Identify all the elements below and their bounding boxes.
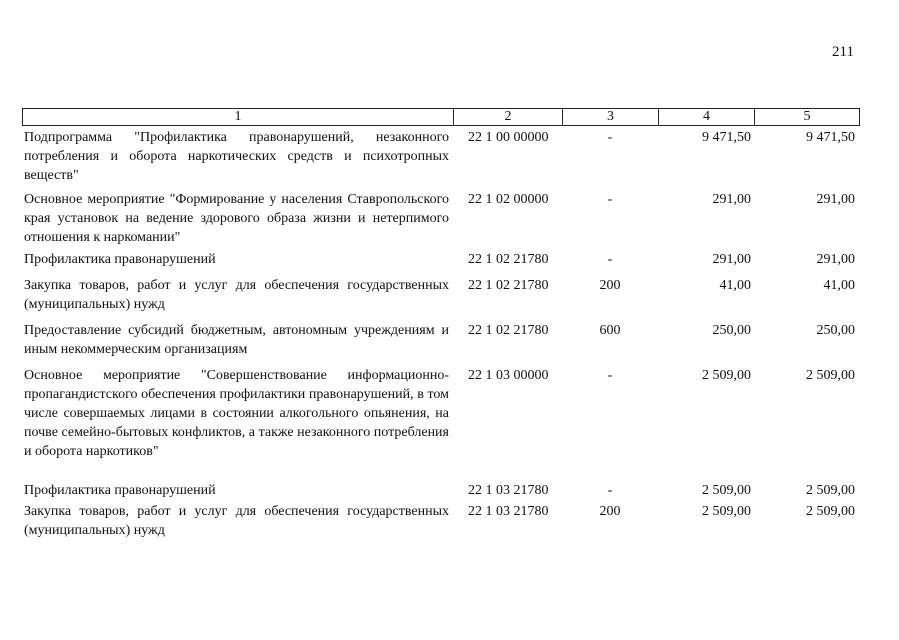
row-sum-2: 2 509,00 [806,368,855,383]
row-sum-2: 250,00 [816,323,855,338]
row-sum-1: 2 509,00 [702,368,751,383]
row-name: Профилактика правонарушений [24,483,216,498]
row-type: 200 [599,278,621,293]
row-code: 22 1 03 00000 [468,368,549,383]
header-col-1: 1 [22,108,453,126]
row-sum-1: 250,00 [712,323,751,338]
row-sum-1: 291,00 [712,192,751,207]
row-sum-1: 2 509,00 [702,504,751,519]
row-code: 22 1 03 21780 [468,483,549,498]
row-type: - [607,252,613,267]
row-code: 22 1 00 00000 [468,130,549,145]
row-name: Предоставление субсидий бюджетным, автономным учреждениям и иным некоммерческим организациям [24,323,449,357]
row-type: - [607,368,613,383]
row-sum-1: 9 471,50 [702,130,751,145]
row-name: Основное мероприятие "Формирование у населения Ставропольского края установок на ведение здорового образа жизни и нетерпимого отношения к наркомании" [24,192,449,245]
row-type: - [607,192,613,207]
row-sum-2: 41,00 [823,278,855,293]
row-sum-1: 41,00 [719,278,751,293]
header-col-4: 4 [658,108,754,126]
row-code: 22 1 02 00000 [468,192,549,207]
row-code: 22 1 02 21780 [468,278,549,293]
page-number: 211 [832,44,854,60]
row-type: - [607,130,613,145]
row-sum-1: 291,00 [712,252,751,267]
row-sum-2: 2 509,00 [806,504,855,519]
row-type: 200 [599,504,621,519]
row-sum-2: 2 509,00 [806,483,855,498]
row-name: Подпрограмма "Профилактика правонарушений, незаконного потребления и оборота наркотических средств и психотропных веществ" [24,130,449,183]
row-name: Закупка товаров, работ и услуг для обеспечения государственных (муниципальных) нужд [24,504,449,538]
row-type: 600 [599,323,621,338]
row-code: 22 1 02 21780 [468,252,549,267]
row-code: 22 1 02 21780 [468,323,549,338]
header-col-5: 5 [754,108,860,126]
row-name: Закупка товаров, работ и услуг для обеспечения государственных (муниципальных) нужд [24,278,449,312]
row-name: Основное мероприятие "Совершенствование информационно-пропагандистского обеспечения профилактики правонарушений, в том числе совершаемых лицами в состоянии алкогольного опьянения, на почве семейно-бытовых конфликтов, а также незаконного потребления и оборота наркотиков" [24,368,449,459]
row-sum-2: 291,00 [816,192,855,207]
row-type: - [607,483,613,498]
row-sum-2: 9 471,50 [806,130,855,145]
header-col-3: 3 [562,108,658,126]
row-sum-2: 291,00 [816,252,855,267]
row-sum-1: 2 509,00 [702,483,751,498]
header-col-2: 2 [453,108,562,126]
row-name: Профилактика правонарушений [24,252,216,267]
row-code: 22 1 03 21780 [468,504,549,519]
